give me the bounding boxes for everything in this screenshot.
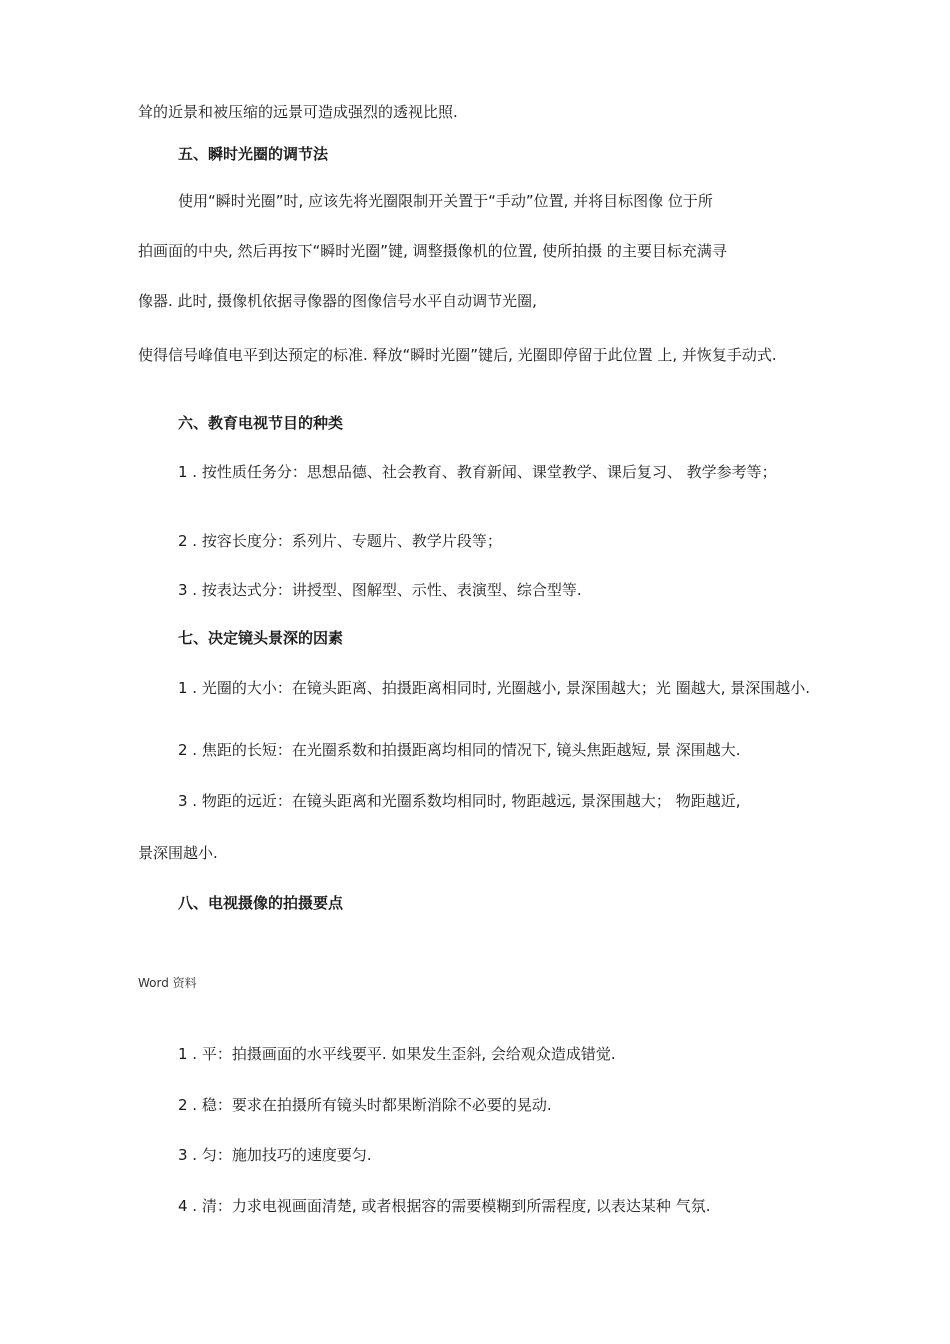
heading-section-8: 八、电视摄像的拍摄要点 (178, 894, 344, 912)
list-item: 3 . 匀：施加技巧的速度要匀. (178, 1146, 372, 1164)
paragraph-intro: 耸的近景和被压缩的远景可造成强烈的透视比照. (138, 103, 458, 121)
list-item: 1 . 按性质任务分：思想品德、社会教育、教育新闻、课堂教学、课后复习、 教学参考等； (178, 463, 777, 481)
heading-section-7: 七、决定镜头景深的因素 (178, 629, 344, 647)
list-item: 2 . 稳：要求在拍摄所有镜头时都果断消除不必要的晃动. (178, 1096, 552, 1114)
list-item: 2 . 焦距的长短：在光圈系数和拍摄距离均相同的情况下, 镜头焦距越短, 景 深围越大. (178, 741, 741, 759)
heading-section-6: 六、教育电视节目的种类 (178, 414, 344, 432)
list-item-continuation: 景深围越小. (138, 844, 218, 862)
paragraph-line: 拍画面的中央, 然后再按下“瞬时光圈”键, 调整摄像机的位置, 使所拍摄 的主要目标充满寻 (138, 242, 727, 260)
list-item: 3 . 物距的远近：在镜头距离和光圈系数均相同时, 物距越远, 景深围越大； 物距越近, (178, 792, 741, 810)
page-footer: Word 资料 (138, 976, 197, 990)
list-item: 2 . 按容长度分：系列片、专题片、教学片段等； (178, 532, 502, 550)
paragraph-line: 像器. 此时, 摄像机依据寻像器的图像信号水平自动调节光圈, (138, 292, 537, 310)
heading-section-5: 五、瞬时光圈的调节法 (178, 145, 329, 163)
list-item: 4 . 清：力求电视画面清楚, 或者根据容的需要模糊到所需程度, 以表达某种 气氛. (178, 1197, 711, 1215)
list-item: 1 . 平：拍摄画面的水平线要平. 如果发生歪斜, 会给观众造成错觉. (178, 1045, 616, 1063)
list-item: 1 . 光圈的大小：在镜头距离、拍摄距离相同时, 光圈越小, 景深围越大；光 圈越大, 景深围越小. (178, 679, 810, 697)
paragraph-line: 使得信号峰值电平到达预定的标准. 释放“瞬时光圈”键后, 光圈即停留于此位置 上, 并恢复手动式. (138, 346, 777, 364)
paragraph-line: 使用“瞬时光圈”时, 应该先将光圈限制开关置于“手动”位置, 并将目标图像 位于所 (178, 192, 713, 210)
list-item: 3 . 按表达式分：讲授型、图解型、示性、表演型、综合型等. (178, 581, 582, 599)
